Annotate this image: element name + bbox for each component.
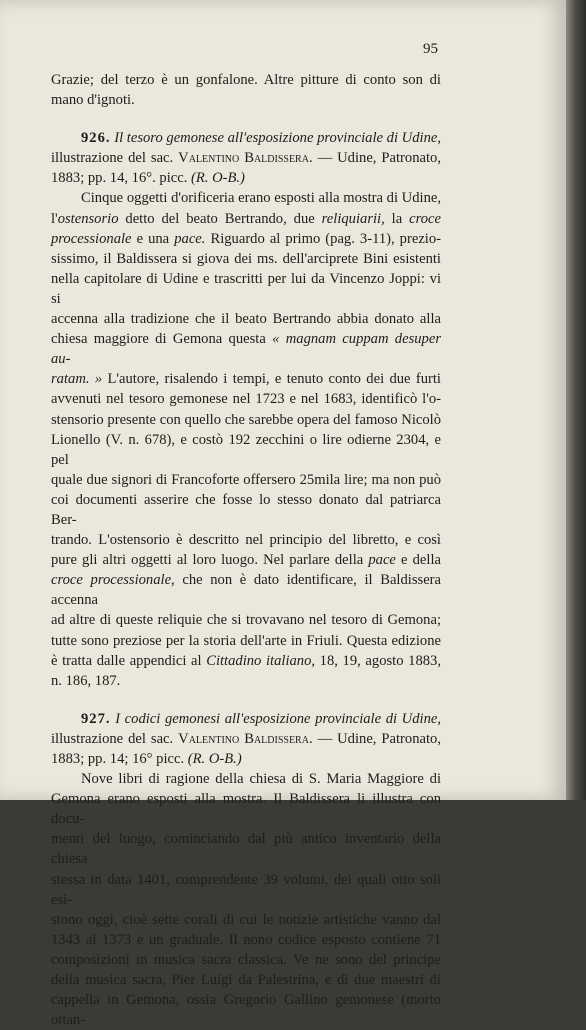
entry-927-line2 — [51, 729, 441, 749]
text-line — [51, 990, 441, 1030]
text-run: menti del luogo, cominciando dal più antico inventario della chiesa — [51, 831, 441, 868]
text-run: detto del beato Bertrando, due — [118, 210, 322, 227]
text-run: quale due signori di Francoforte offersero 25mila lire; ma non può — [51, 471, 441, 488]
italic-text: croce processionale, — [51, 572, 175, 589]
text-run: la — [384, 210, 410, 227]
entry-927-illustration-text: illustrazione del sac. — [51, 730, 174, 747]
text-line — [51, 490, 441, 530]
text-run: coi documenti asserire che fosse lo stesso donato dal patriarca Ber- — [51, 491, 441, 528]
text-run: e della — [395, 552, 441, 569]
text-line: mano d'ignoti. — [51, 92, 135, 109]
text-line — [51, 470, 441, 490]
entry-927-description — [51, 769, 441, 1030]
text-run: è tratta dalle appendici al — [51, 652, 207, 669]
text-line — [51, 209, 441, 229]
text-line — [51, 870, 441, 910]
text-line — [51, 950, 441, 970]
text-line — [51, 769, 441, 789]
text-line — [51, 530, 441, 550]
italic-text: ratam. » — [51, 371, 103, 388]
entry-926-title: Il tesoro gemonese all'esposizione provinciale di Udine, — [114, 130, 441, 147]
entry-926-line3 — [51, 168, 441, 188]
text-run: stensorio presente con quello che sarebbe opera del famoso Nicolò — [51, 411, 441, 428]
text-line — [51, 610, 441, 630]
italic-text: processionale — [51, 230, 132, 247]
entry-927-format: 1883; pp. 14; 16° picc. — [51, 751, 185, 767]
text-line — [51, 789, 441, 829]
text-line — [51, 249, 441, 269]
italic-text: Cittadino italiano, — [206, 652, 316, 669]
page-body — [51, 70, 441, 1030]
text-run: chiesa maggiore di Gemona questa — [51, 331, 273, 348]
text-line — [51, 369, 441, 389]
entry-926-heading — [51, 128, 441, 148]
entry-927 — [51, 709, 441, 1030]
text-line — [51, 550, 441, 570]
text-run: L'autore, risalendo i tempi, e tenuto conto dei due furti — [102, 371, 441, 388]
entry-926-publisher: . — Udine, Patronato, — [308, 150, 441, 167]
text-run: Nove libri di ragione della chiesa di S. Maria Maggiore di — [81, 771, 441, 788]
text-line — [51, 229, 441, 249]
page-number: 95 — [423, 41, 438, 57]
entry-926 — [51, 128, 441, 691]
italic-text: « magnam cuppam desuper au- — [51, 331, 442, 368]
entry-926-sigla: (R. O-B.) — [191, 170, 245, 187]
text-run: stessa in data 1401, comprendente 39 volumi, dei quali otto soli esi- — [51, 871, 441, 908]
text-run: l' — [51, 210, 58, 227]
entry-926-author: Valentino Baldissera — [178, 150, 309, 167]
text-line: Grazie; del terzo è un gonfalone. Altre pitture di conto son di — [51, 72, 441, 88]
italic-text: ostensorio — [57, 210, 119, 227]
text-line — [51, 970, 441, 990]
text-run: nella capitolare di Udine e trascritti per lui da Vincenzo Joppi: vi si — [51, 270, 441, 307]
text-line — [51, 910, 441, 930]
page-edge-shadow — [566, 0, 586, 800]
intro-paragraph — [51, 70, 441, 110]
text-line — [51, 329, 441, 369]
text-run: pure gli altri oggetti al loro luogo. Nel parlare della — [51, 552, 369, 569]
text-run: Riguardo al primo (pag. 3-11), prezio- — [205, 230, 442, 247]
italic-text: pace — [368, 552, 396, 569]
text-line — [51, 389, 441, 409]
entry-927-sigla: (R. O-B.) — [187, 751, 242, 767]
entry-926-number: 926. — [81, 130, 111, 147]
text-run: della musica sacra, Pier Luigi da Palestrina, e di due maestri di — [51, 972, 441, 989]
text-run: e una — [131, 230, 175, 247]
entry-926-illustration-text: illustrazione del sac. — [51, 150, 174, 167]
entry-927-author: Valentino Baldissera — [178, 730, 309, 747]
entry-926-line2 — [51, 148, 441, 168]
text-line — [51, 930, 441, 950]
italic-text: croce — [409, 210, 441, 227]
text-line — [51, 570, 441, 610]
text-run: accenna alla tradizione che il beato Bertrando abbia donato alla — [51, 311, 441, 328]
entry-927-publisher: . — Udine, Patronato, — [308, 730, 441, 747]
entry-926-description — [51, 188, 441, 690]
text-run: ad altre di queste reliquie che si trovavano nel tesoro di Gemona; — [51, 612, 441, 629]
entry-927-title: I codici gemonesi all'esposizione provinciale di Udine, — [115, 710, 441, 727]
text-run: Lionello (V. n. 678), e costò 192 zecchini o lire odierne 2304, e pel — [51, 431, 441, 468]
text-run: cappella in Gemona, ossia Gregorio Gallino gemonese (morto ottan- — [51, 992, 441, 1029]
text-run: che non è dato identificare, il Baldissera accenna — [51, 572, 442, 609]
entry-927-number: 927. — [81, 710, 111, 727]
text-run: Cinque oggetti d'orificeria erano esposti alla mostra di Udine, — [81, 190, 441, 207]
text-run: trando. L'ostensorio è descritto nel principio del libretto, e così — [51, 532, 441, 549]
text-run: stono oggi, cioè sette corali di cui le notizie artistiche vanno dal — [51, 911, 441, 928]
italic-text: pace. — [174, 230, 206, 247]
text-line — [51, 631, 441, 651]
text-run: Gemona erano esposti alla mostra. Il Baldissera li illustra con docu- — [51, 791, 441, 828]
text-run: 18, 19, agosto 1883, — [315, 652, 441, 669]
text-line — [51, 269, 441, 309]
text-line — [51, 651, 441, 671]
italic-text: reliquiarii, — [321, 210, 385, 227]
text-run: n. 186, 187. — [51, 672, 121, 689]
text-run: composizioni in musica sacra classica. Ve ne sono del principe — [51, 951, 441, 968]
text-line — [51, 410, 441, 430]
text-run: 1343 al 1373 e un graduale. Il nono codice esposto contiene 71 — [51, 931, 441, 948]
text-run: tutte sono preziose per la storia dell'arte in Friuli. Questa edizione — [51, 632, 441, 649]
text-line — [51, 309, 441, 329]
text-run: sissimo, il Baldissera si giova dei ms. dell'arciprete Bini esistenti — [51, 250, 441, 267]
text-run: avvenuti nel tesoro gemonese nel 1723 e nel 1683, identificò l'o- — [51, 391, 441, 408]
entry-927-line3 — [51, 749, 441, 769]
text-line — [51, 188, 441, 208]
text-line — [51, 430, 441, 470]
text-line — [51, 829, 441, 869]
entry-927-heading — [51, 709, 441, 729]
entry-926-format: 1883; pp. 14, 16°. picc. — [51, 170, 188, 187]
text-line — [51, 671, 441, 691]
